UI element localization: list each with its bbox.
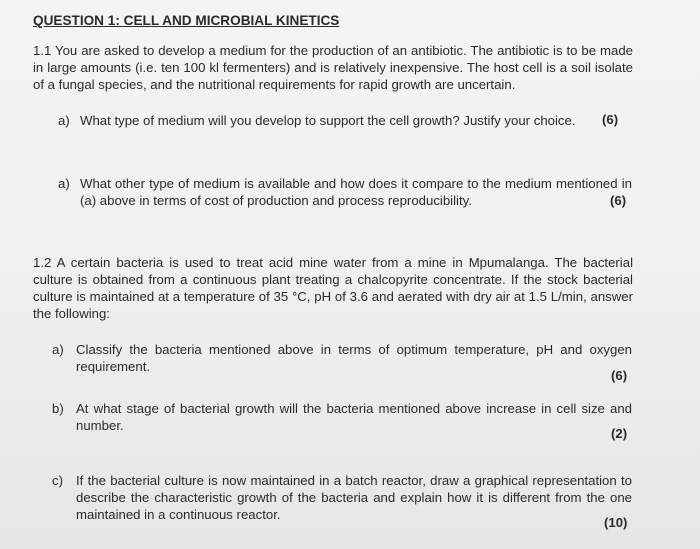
question-1-2-b-text: At what stage of bacterial growth will the bacteria mentioned above increase in cell size and number.: [76, 401, 632, 433]
question-1-1-a-marks: (6): [602, 112, 619, 127]
question-1-1-a-label: a): [58, 113, 70, 128]
question-1-2-intro: 1.2 A certain bacteria is used to treat acid mine water from a mine in Mpumalanga. The bacterial culture is obtained from a continuous plant treating a chalcopyrite concentrate. If the stock bacterial culture is maintained at a temperature of 35 °C, pH of 3.6 and aerated with dry air at 1.5 L/min, answer the following:: [33, 255, 633, 321]
question-1-2-b-label: b): [52, 401, 64, 416]
question-1-2-c-marks: (10): [604, 515, 628, 530]
question-1-1-a2-label: a): [58, 176, 70, 191]
question-1-1-intro: 1.1 You are asked to develop a medium for the production of an antibiotic. The antibiotic is to be made in large amounts (i.e. ten 100 kl fermenters) and is relatively inexpensive. The host cell is a soil isolate of a fungal species, and the nutritional requirements for rapid growth are uncertain.: [33, 43, 633, 92]
question-1-2-a-label: a): [52, 342, 64, 357]
question-1-2-a-text: Classify the bacteria mentioned above in terms of optimum temperature, pH and oxygen requirement.: [76, 342, 632, 374]
question-1-2-c-label: c): [52, 473, 63, 488]
question-1-2-c-text: If the bacterial culture is now maintained in a batch reactor, draw a graphical representation to describe the characteristic growth of the bacteria and explain how it is different from the one maintained in a continuous reactor.: [76, 473, 632, 522]
question-1-1-a2-text: What other type of medium is available and how does it compare to the medium mentioned in (a) above in terms of cost of production and process reproducibility.: [80, 176, 632, 208]
question-1-1-a-text: What type of medium will you develop to support the cell growth? Justify your choice.: [80, 113, 576, 128]
question-title: QUESTION 1: CELL AND MICROBIAL KINETICS: [33, 13, 340, 28]
question-1-1-a2-marks: (6): [610, 193, 627, 208]
question-1-2-b-marks: (2): [611, 426, 628, 441]
question-1-2-a-marks: (6): [611, 368, 628, 383]
